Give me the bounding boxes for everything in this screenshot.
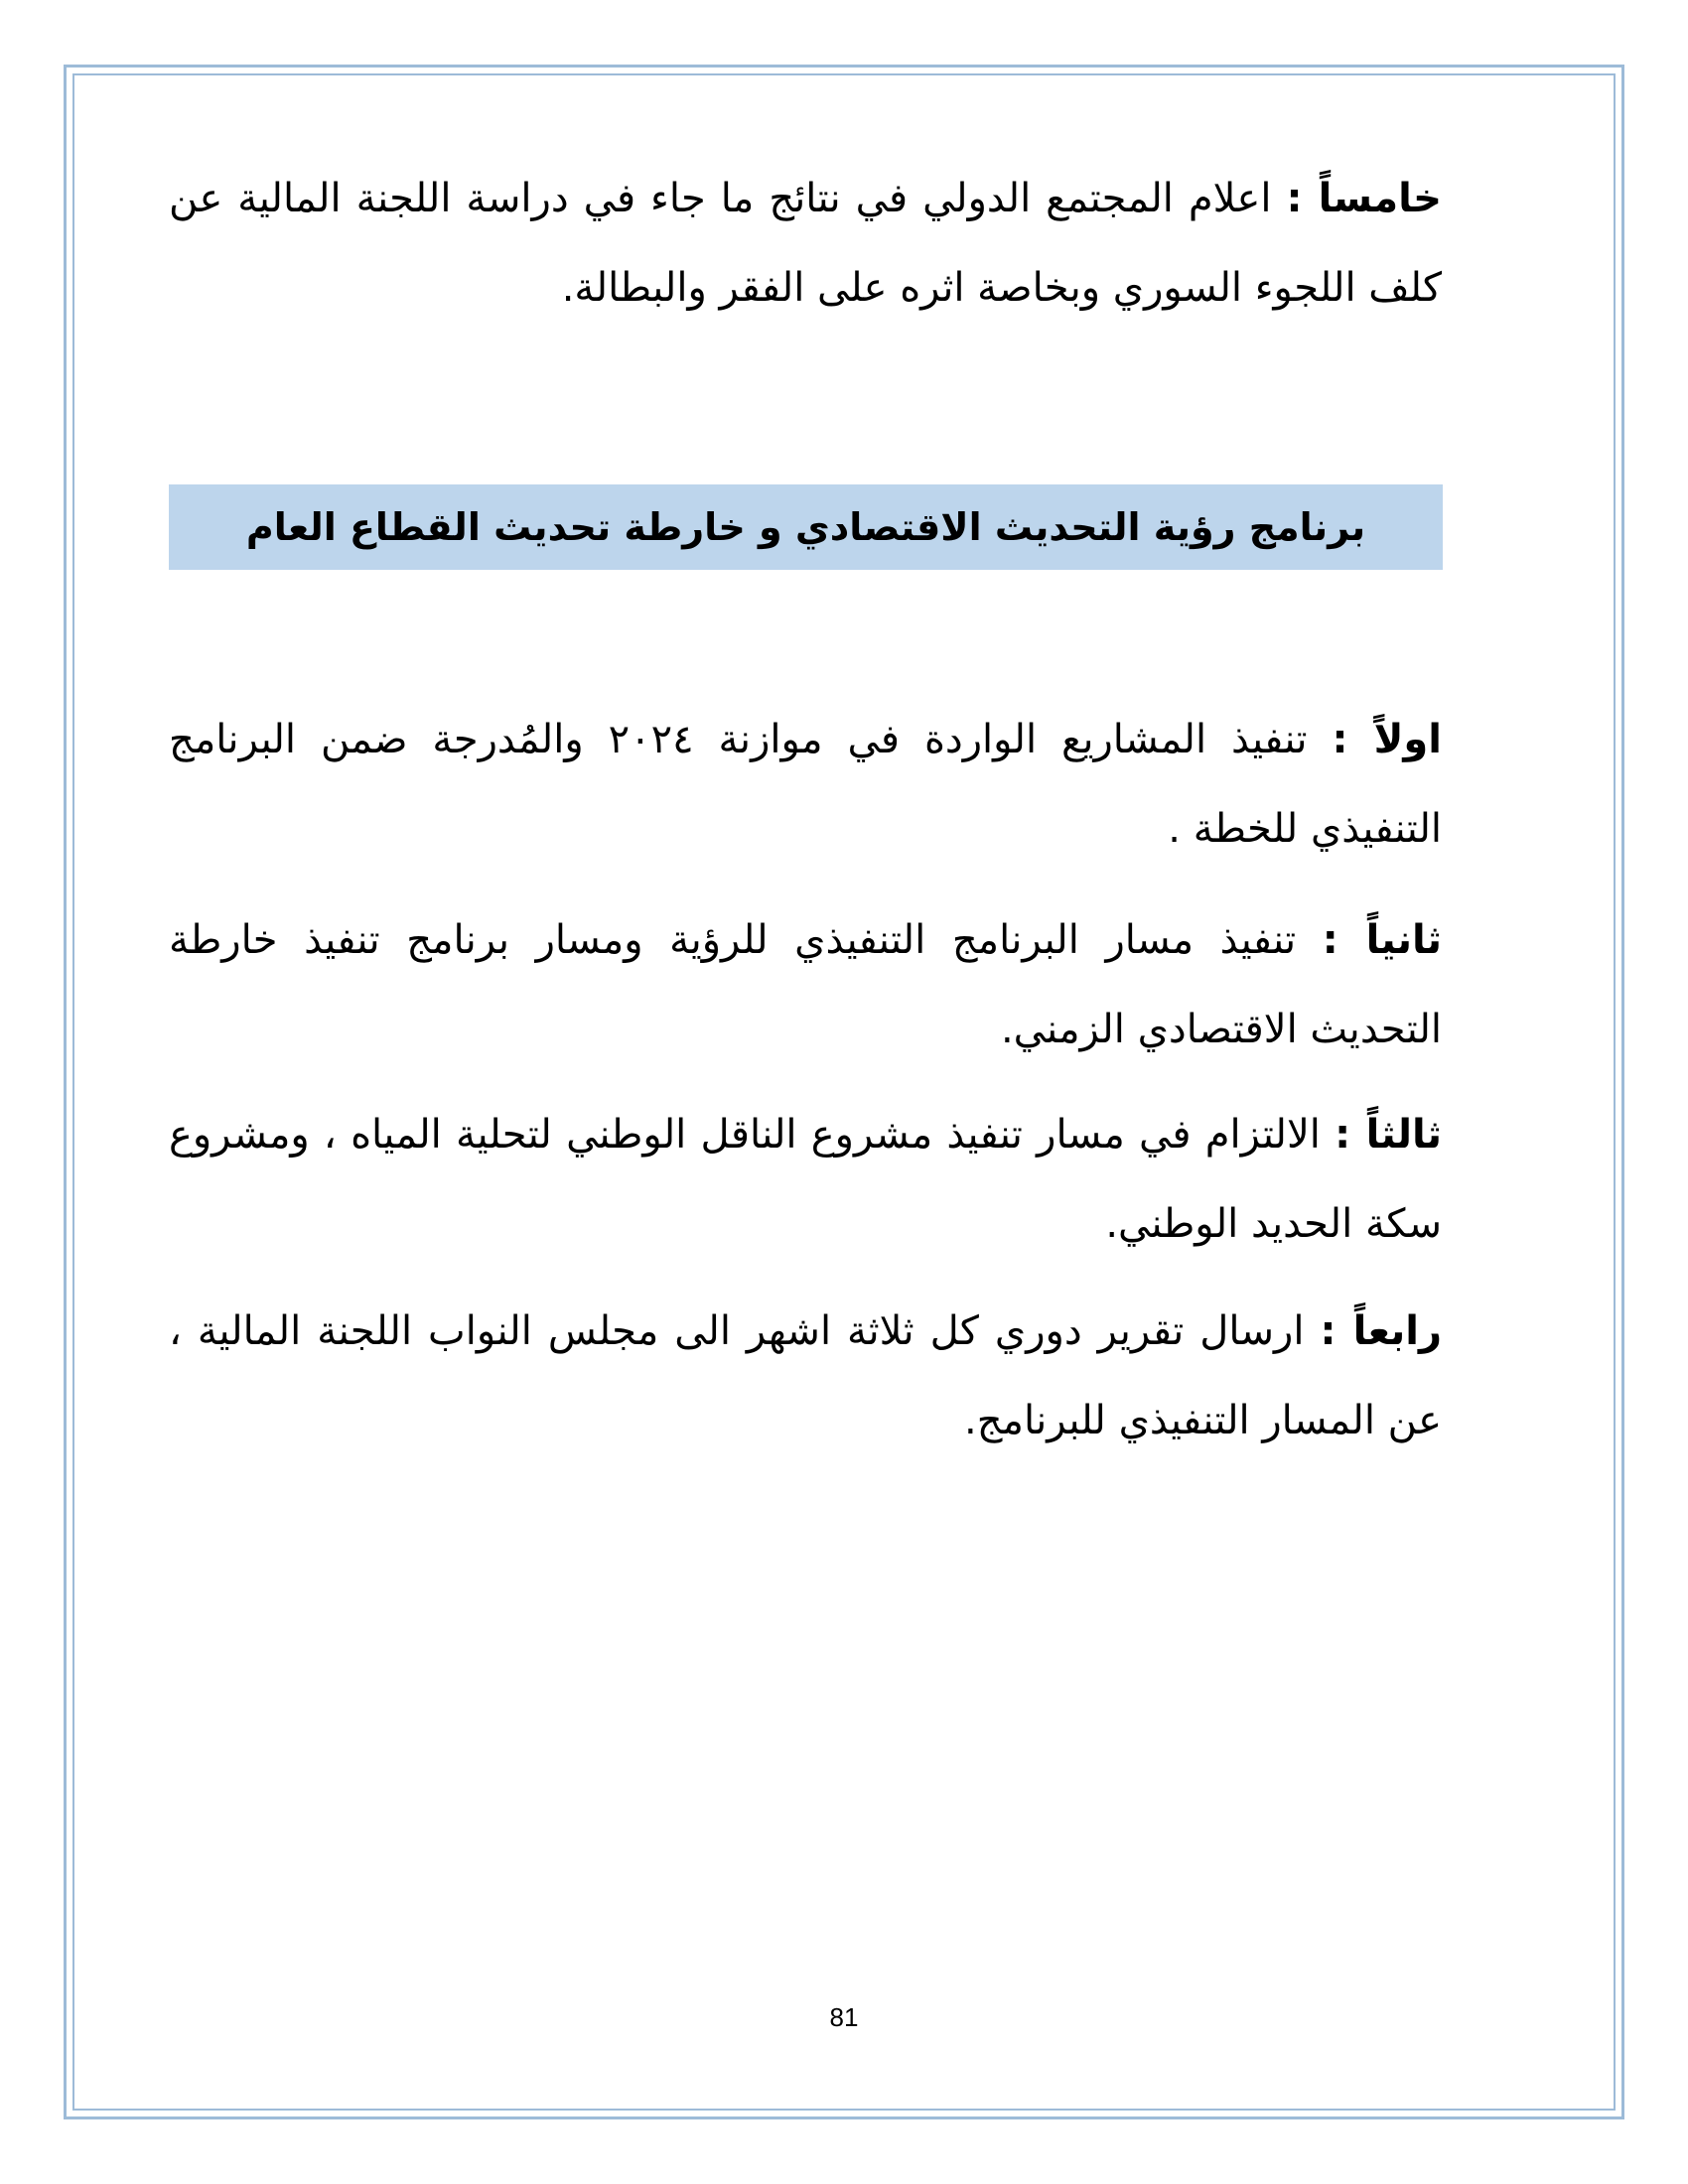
- paragraph-fourth: [169, 1287, 1442, 1465]
- paragraph-fifth: [169, 154, 1442, 333]
- paragraph-second-text: تنفيذ مسار البرنامج التنفيذي للرؤية ومسار برنامج تنفيذ خارطة التحديث الاقتصادي الزمني.: [169, 917, 1442, 1052]
- page-number: 81: [829, 2002, 859, 2032]
- paragraph-fifth-text: اعلام المجتمع الدولي في نتائج ما جاء في دراسة اللجنة المالية عن كلف اللجوء السوري وبخاصة اثره على الفقر والبطالة.: [169, 176, 1442, 311]
- paragraph-first-label: اولاً :: [1332, 717, 1442, 762]
- paragraph-fourth-text: ارسال تقرير دوري كل ثلاثة اشهر الى مجلس النواب اللجنة المالية ، عن المسار التنفيذي للبرنامج.: [169, 1308, 1442, 1443]
- paragraph-first-text: تنفيذ المشاريع الواردة في موازنة ٢٠٢٤ والمُدرجة ضمن البرنامج التنفيذي للخطة .: [169, 717, 1442, 852]
- paragraph-third: [169, 1090, 1442, 1269]
- paragraph-third-text: الالتزام في مسار تنفيذ مشروع الناقل الوطني لتحلية المياه ، ومشروع سكة الحديد الوطني.: [169, 1112, 1442, 1247]
- paragraph-second: [169, 895, 1442, 1074]
- paragraph-second-label: ثانياً :: [1322, 917, 1443, 963]
- paragraph-first: [169, 695, 1442, 874]
- paragraph-third-label: ثالثاً :: [1335, 1112, 1443, 1158]
- paragraph-fourth-label: رابعاً :: [1320, 1308, 1442, 1354]
- section-heading: برنامج رؤية التحديث الاقتصادي و خارطة تحديث القطاع العام: [245, 505, 1366, 549]
- section-heading-banner: [169, 484, 1443, 570]
- paragraph-fifth-label: خامساً :: [1286, 176, 1442, 221]
